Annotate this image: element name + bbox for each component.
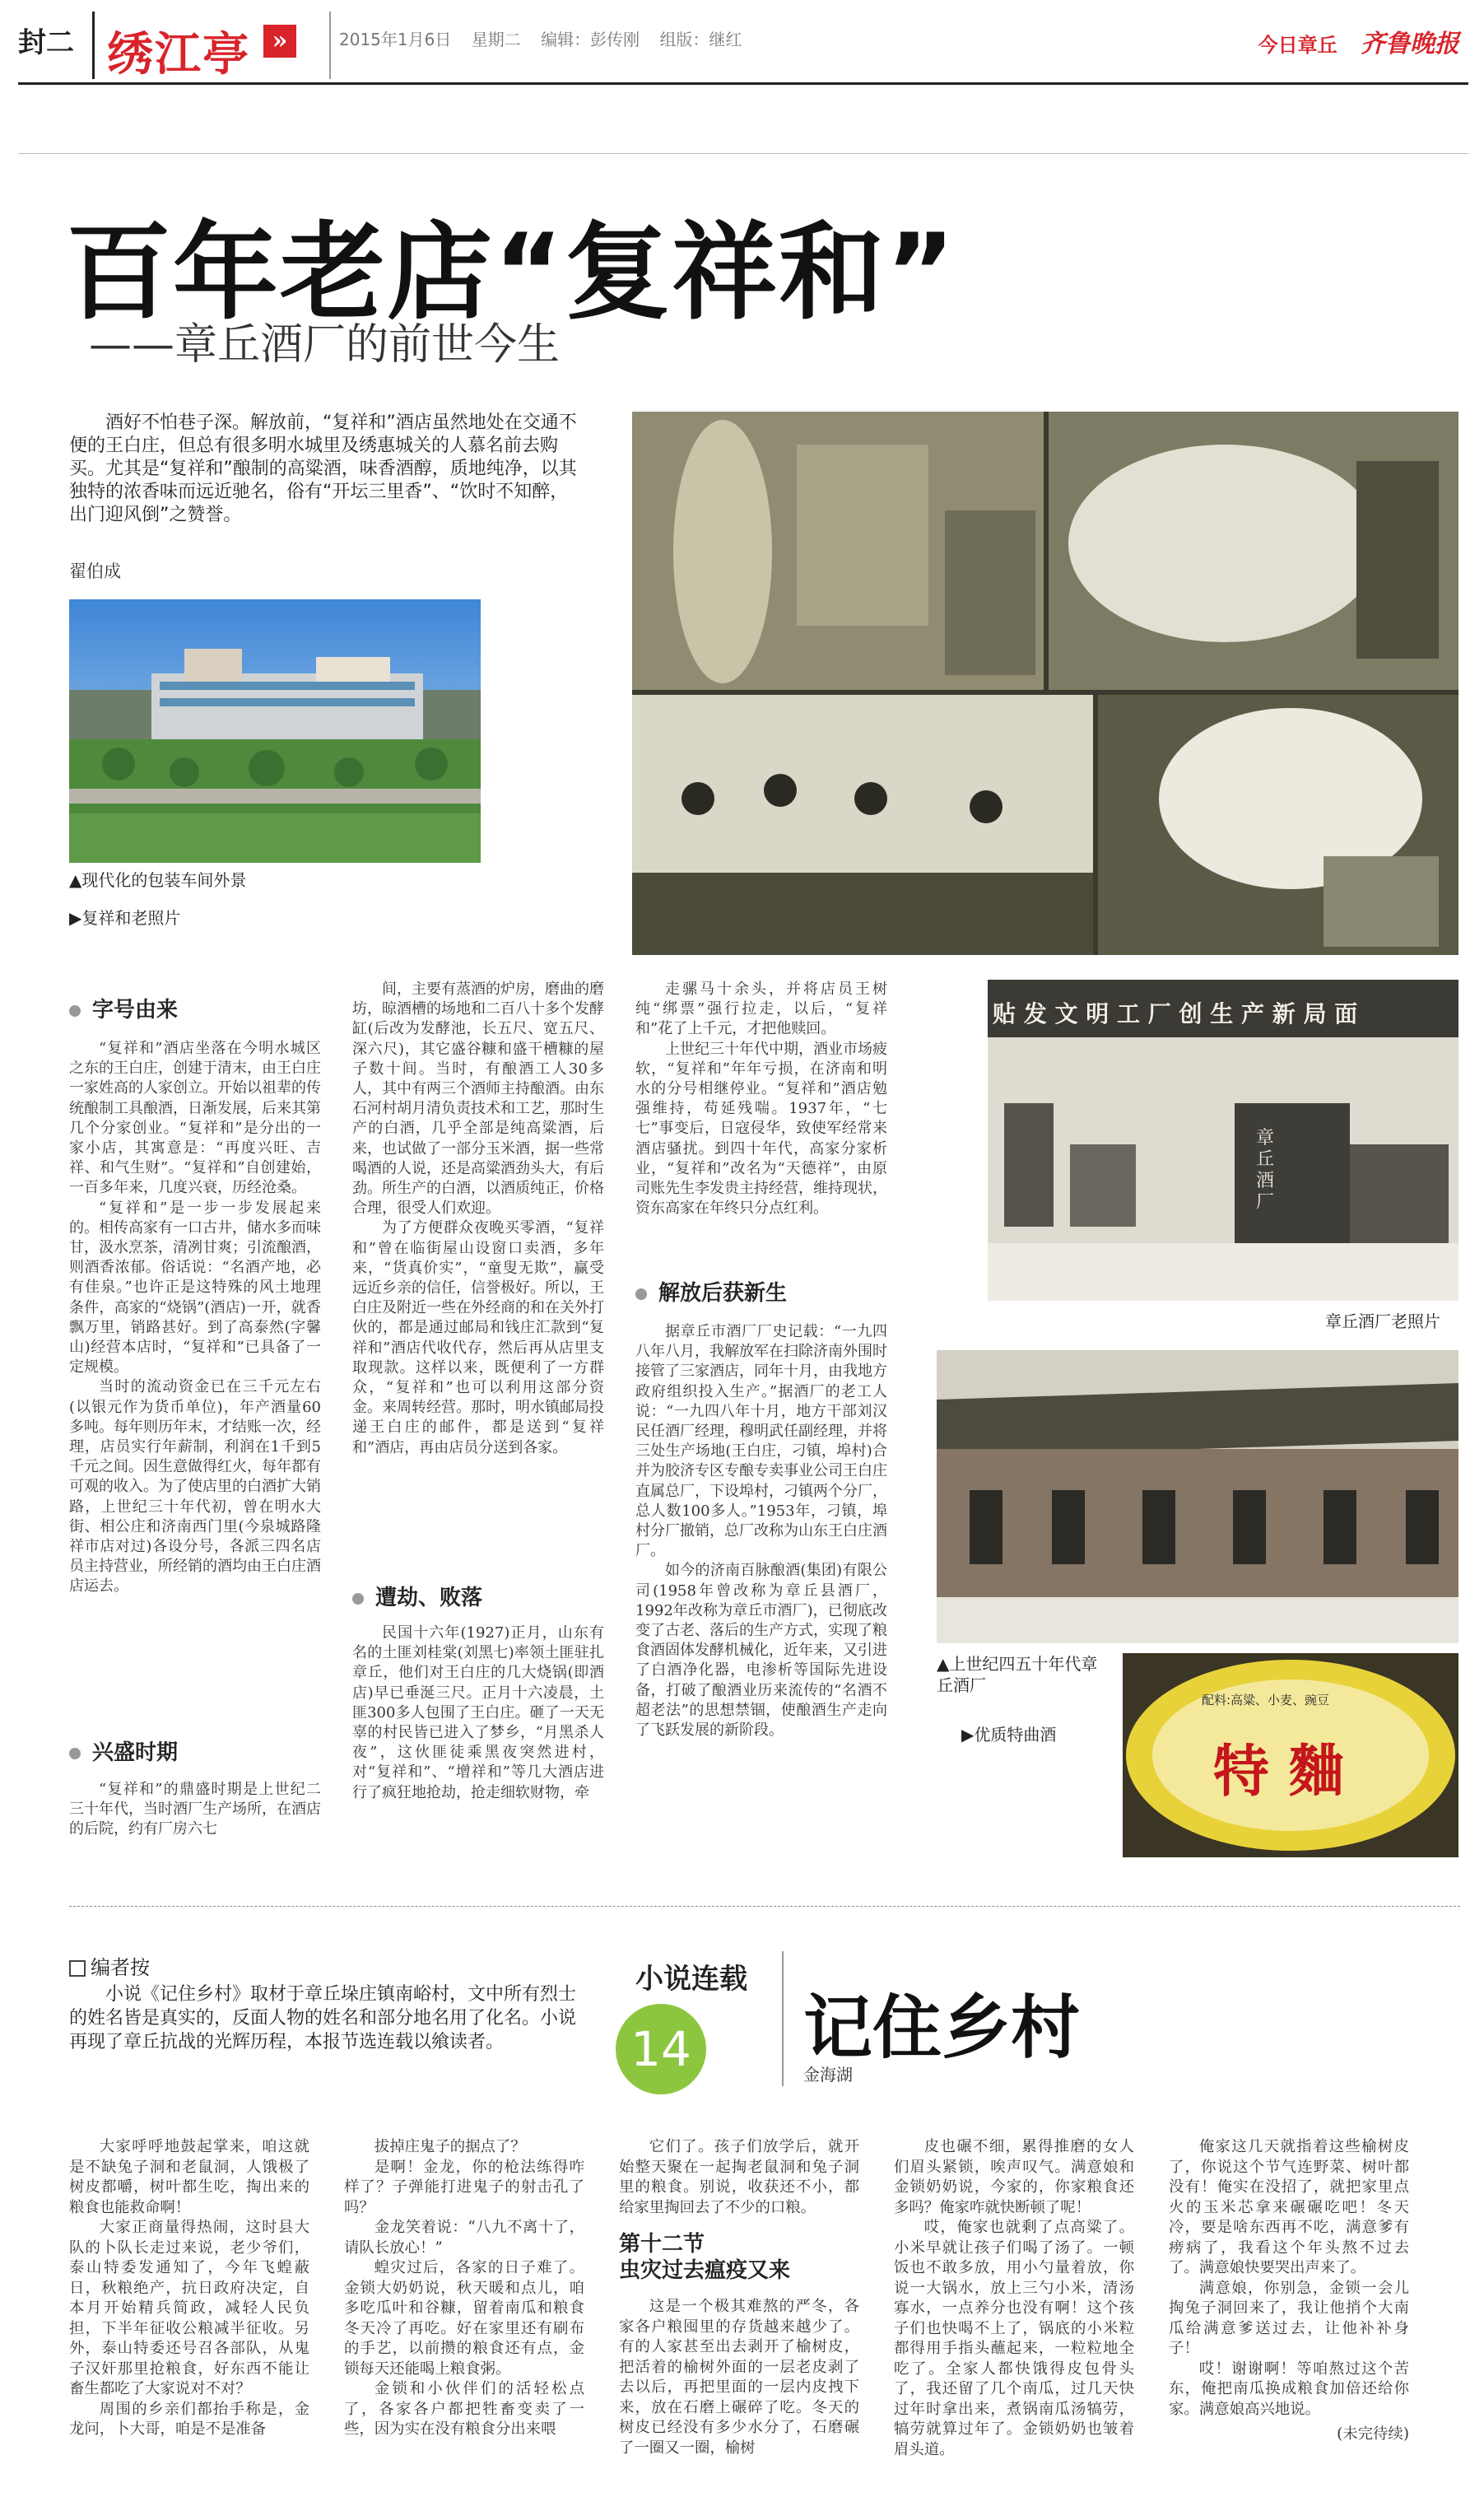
section-heading-prosperity: 兴盛时期 [69,1735,178,1766]
chapter-number: 第十二节 [619,2232,705,2257]
serial-label: 小说连载 [635,1963,747,1996]
paper-brand [1258,23,1459,59]
paragraph: 上世纪三十年代中期，酒业市场疲软，“复祥和”年年亏损，在济南和明水的分号相继停业。“复祥和”酒店勉强维持，苟延残喘。1937年，“七七”事变后，日寇侵华，致使军经常来酒店骚扰。到四十年代，高家分家析业，“复祥和”改名为“天德祥”，由原司账先生李发贵主持经营，维持现状，资东高家在年终只分点红利。 [635,1040,887,1218]
paragraph: 它们了。孩子们放学后，就开始整天聚在一起掏老鼠洞和兔子洞里的粮食。别说，收获还不小，都给家里掏回去了不少的口粮。 [619,2138,859,2216]
paragraph: 如今的济南百脉酿酒(集团)有限公司(1958年曾改称为章丘县酒厂，1992年改称为章丘市酒厂)，已彻底改变了古老、落后的生产方式，实现了粮食酒固体发酵机械化，近年来，又引进了白酒净化器，电渗析等国际先进设备，打破了酿酒业历来流传的“名酒不超老法”的思想禁锢，使酿酒生产走向了飞跃发展的新阶段。 [635,1562,887,1740]
caption-fourties-fifties: ▲上世纪四五十年代章丘酒厂 [937,1654,1098,1695]
paragraph: “复祥和”的鼎盛时期是上世纪二三十年代，当时酒厂生产场所，在酒店的后院，约有厂房六七 [69,1781,321,1838]
body-column-3 [352,980,604,1458]
issue-layout: 组版：继红 [659,30,742,49]
old-factory-gate-photo [988,980,1458,1301]
square-icon [69,1960,86,1977]
novel-column-4 [894,2137,1134,2460]
bullet-dot-icon [69,1748,81,1759]
caption-factory-exterior: ▲现代化的包装车间外景 [69,870,247,890]
paragraph: 走骡马十余头，并将店员王树纯“绑票”强行拉走，以后，“复祥和”花了上千元，才把他赎回。 [635,981,887,1038]
body-column-4 [635,980,887,1218]
paragraph: 哎！谢谢啊！等咱熬过这个苦东，俺把南瓜换成粮食加倍还给你家。满意娘高兴地说。 [1169,2360,1409,2418]
paragraph: 哎，俺家也就剩了点高粱了。小米早就让孩子们喝了汤了。一顿饭也不敢多放，用小勺量着放，你说一大锅水，放上三勺小米，清汤寡水，一点养分也没有啊！这个孩子们也快喝不上了，锅底的小米粒都得用手指头蘸起来，一粒粒地全吃了。全家人都快饿得皮包骨头了，我还留了几个南瓜，过几天快过年时拿出来，煮锅南瓜汤犒劳，犒劳就算过年了。金锁奶奶也皱着眉头道。 [894,2219,1134,2458]
paragraph: 是啊！金龙，你的枪法练得咋样了？子弹能打进鬼子的射击孔了吗？ [344,2158,584,2216]
page-section: 封二 [18,26,74,59]
liquor-label-photo [1123,1653,1458,1857]
issue-weekday: 星期二 [471,30,521,49]
paragraph: 民国十六年(1927)正月，山东有名的土匪刘桂棠(刘黑七)率领土匪驻扎章丘，他们对王白庄的几大烧锅(即酒店)早已垂涎三尺。正月十六凌晨，土匪300多人包围了王白庄。砸了一天无辜的村民皆已进入了梦乡，“月黑杀人夜”，这伙匪徒乘黑夜突然进村，对“复祥和”、“增祥和”等几大酒店进行了疯狂地抢劫，抢走细软财物，牵 [352,1624,604,1801]
factory-exterior-photo [69,599,481,863]
section-heading-rebirth: 解放后获新生 [635,1276,787,1307]
paragraph: 蝗灾过后，各家的日子难了。金锁大奶奶说，秋天暖和点儿，咱多吃瓜叶和谷糠，留着南瓜和粮食冬天冷了再吃。好在家里还有刷布的手艺，以前攒的粮食还有点，金锁每天还能喝上粮食粥。 [344,2259,584,2378]
episode-badge: 14 [616,2004,706,2094]
issue-date: 2015年1月6日 [339,30,452,49]
novel-divider [782,1951,784,2086]
novel-column-5 [1169,2137,1409,2445]
factory-gate-sign: 章丘酒厂 [1256,1128,1275,1213]
bullet-dot-icon [69,1005,81,1017]
novel-author: 金海湖 [803,2065,853,2085]
article-author: 翟伯成 [69,561,121,581]
body-column-1 [69,1039,321,1597]
paragraph: 金锁和小伙伴们的活轻松点了，各家各户都把牲畜变卖了一些，因为实在没有粮食分出来喂 [344,2380,584,2438]
article-subtitle: ——章丘酒厂的前世今生 [89,320,561,370]
editor-note-text: 小说《记住乡村》取材于章丘垛庄镇南峪村，文中所有烈士的姓名皆是真实的，反面人物的姓名和部分地名用了化名。小说再现了章丘抗战的光辉历程，本报节选连载以飨读者。 [69,1984,577,2052]
body-column-4b [635,1322,887,1740]
bullet-dot-icon [635,1288,647,1300]
double-chevron-right-icon: » [263,25,296,58]
bullet-dot-icon [352,1593,364,1605]
chapter-title: 虫灾过去瘟疫又来 [619,2258,791,2283]
paragraph: 皮也碾不细，累得推磨的女人们眉头紧锁，唉声叹气。满意娘和金锁奶奶说，今家的，你家粮食还多吗？俺家咋就快断顿了呢！ [894,2138,1134,2216]
body-column-2 [69,1780,321,1840]
liquor-ingredients: 配料:高粱、小麦、豌豆 [1202,1693,1330,1707]
header-rule [18,82,1468,85]
paragraph: “复祥和”是一步一步发展起来的。相传高家有一口古井，储水多而味甘，汲水烹茶，清冽甘爽；引流酿酒，则酒香浓郁。俗话说：“名酒产地，必有佳泉。”也许正是这特殊的风土地理条件，高家的“烧锅”(酒店)一开，就香飘万里，销路甚好。到了高泰然(字馨山)经营本店时，“复祥和”已具备了一定规模。 [69,1199,321,1377]
caption-old-factory: 章丘酒厂老照片 [1325,1311,1440,1331]
header-divider [92,12,95,79]
section-separator [69,1906,1460,1907]
paragraph: 拔掉庄鬼子的据点了？ [374,2138,526,2155]
novel-title: 记住乡村 [803,1987,1081,2068]
paragraph: 大家正商量得热闹，这时县大队的卜队长走过来说，老少爷们，泰山特委发通知了，今年飞蝗蔽日，秋粮绝产，抗日政府决定，自本月开始精兵简政，减轻人民负担，下半年征收公粮减半征收。另外，泰山特委还号召各部队，从鬼子汉奸那里抢粮食，好东西不能让畜生都吃了大家说对不对？ [69,2219,309,2397]
article-title: 百年老店“复祥和” [66,212,957,334]
newspaper-logo: 齐鲁晚报 [1361,30,1459,58]
novel-column-2 [344,2137,584,2440]
edition-label: 今日章丘 [1258,34,1337,57]
paragraph: 当时的流动资金已在三千元左右(以银元作为货币单位)，年产酒量60多吨。每年则历年末，才结账一次，经理，店员实行年薪制，利润在1千到5千元之间。因生意做得红火，每年都有可观的收入。为了使店里的白酒扩大销路，上世纪三十年代初，曾在明水大街、相公庄和济南西门里(今泉城路隆祥市店对过)各设分号，各派三四名店员主持营业，所经销的酒均由王白庄酒店运去。 [69,1378,321,1596]
section-heading-origin: 字号由来 [69,993,178,1023]
caption-special-liquor: ▶优质特曲酒 [961,1725,1057,1745]
paragraph: 俺家这几天就指着这些榆树皮了，你说这个节气连野菜、树叶都没有！俺实在没招了，就把家里点火的玉米芯拿来碾碾吃吧！冬天冷，要是啥东西再不吃，满意爹有痨病了，我看这个年头熬不过去了。满意娘快要哭出声来了。 [1169,2138,1409,2276]
header-divider-2 [329,12,331,79]
novel-column-3 [619,2137,859,2458]
paragraph: 满意娘，你别急，金锁一会儿掏兔子洞回来了，我让他捎个大南瓜给满意爹送过去，让他补补身子！ [1169,2279,1409,2357]
caption-old-photos: ▶复祥和老照片 [69,908,181,928]
header-rule-thin [18,153,1468,154]
body-column-3b [352,1624,604,1803]
paragraph: 这是一个极其难熬的严冬，各家各户粮囤里的存货越来越少了。有的人家甚至出去剥开了榆树皮，把活着的榆树外面的一层老皮剥了去以后，再把里面的一层内皮拽下来，放在石磨上碾碎了吃。冬天的树皮已经没有多少水分了，石磨碾了一圈又一圈，榆树 [619,2298,859,2457]
editor-note-label: 编者按 [69,1951,150,1980]
paragraph: “复祥和”酒店坐落在今明水城区之东的王白庄，创建于清末，由王白庄一家姓高的人家创立。开始以祖辈的传统酿制工具酿酒，日渐发展，后来其第几个分家创业。“复祥和”是分出的一家小店，其寓意是：“再度兴旺、吉祥、和气生财”。“复祥和”自创建始，一百多年来，几度兴衰，历经沧桑。 [69,1040,321,1197]
old-factory-building-photo [937,1350,1458,1643]
article-lead: 酒好不怕巷子深。解放前，“复祥和”酒店虽然地处在交通不便的王白庄，但总有很多明水城里及绣惠城关的人慕名前去购买。尤其是“复祥和”酿制的高粱酒，味香酒醇，质地纯净，以其独特的浓香味而远近驰名，俗有“开坛三里香”、“饮时不知醉，出门迎风倒”之赞誉。 [69,412,577,525]
novel-column-1 [69,2137,309,2440]
old-photos-collage [632,412,1458,955]
paragraph: 金龙笑着说：“八九不离十了，请队长放心！” [344,2219,584,2257]
slogan-banner: 贴 发 文 明 工 厂 创 生 产 新 局 面 [993,1000,1358,1027]
to-be-continued: (未完待续) [1337,2425,1409,2443]
section-heading-decline: 遭劫、败落 [352,1581,482,1611]
liquor-brand-text: 特 麯 [1213,1740,1345,1805]
paragraph: 间，主要有蒸酒的炉房，磨曲的磨坊，晾酒槽的场地和二百八十多个发酵缸(后改为发酵池，长五尺、宽五尺、深六尺)，其它盛谷糠和盛干槽糠的屋子数十间。当时，有酿酒工人30多人，其中有两三个酒师主持酿酒。由东石河村胡月清负责技术和工艺，那时生产的白酒，几乎全部是纯高粱酒，后来，也试做了一部分玉米酒，据一些常喝酒的人说，还是高粱酒劲头大，有后劲。所生产的白酒，以酒质纯正，价格合理，很受人们欢迎。 [352,981,604,1218]
issue-meta [339,26,756,50]
paragraph: 周围的乡亲们都抬手称是，金龙问，卜大哥，咱是不是准备 [69,2400,309,2438]
issue-editor: 编辑：彭传刚 [541,30,640,49]
paragraph: 大家呼呼地鼓起掌来，咱这就是不缺兔子洞和老鼠洞，人饿极了树皮都嚼，树叶都生吃，掏出来的粮食也能救命啊！ [69,2138,309,2216]
paragraph: 据章丘市酒厂厂史记载：“一九四八年八月，我解放军在扫除济南外围时接管了三家酒店，同年十月，由我地方政府组织投入生产。”据酒厂的老工人说：“一九四八年十月，地方干部刘汉民任酒厂经理，穆明武任副经理，并将三处生产场地(王白庄，刁镇，埠村)合并为胶济专区专酿专卖事业公司王白庄直属总厂，下设埠村，刁镇两个分厂，总人数100多人。”1953年，刁镇，埠村分厂撤销，总厂改称为山东王白庄酒厂。 [635,1323,887,1560]
paragraph: 为了方便群众夜晚买零酒，“复祥和”曾在临街屋山设窗口卖酒，多年来，“货真价实”，“童叟无欺”，赢受远近乡亲的信任，信誉极好。所以，王白庄及附近一些在外经商的和在关外打伙的，都是通过邮局和钱庄汇款到“复祥和”酒店代收代存，然后再从店里支取现款。这样以来，既便利了一方群众，“复祥和”也可以利用这部分资金。来周转经营。那时，明水镇邮局投递王白庄的邮件，都是送到“复祥和”酒店，再由店员分送到各家。 [352,1219,604,1456]
column-name: 绣江亭 [107,28,250,82]
